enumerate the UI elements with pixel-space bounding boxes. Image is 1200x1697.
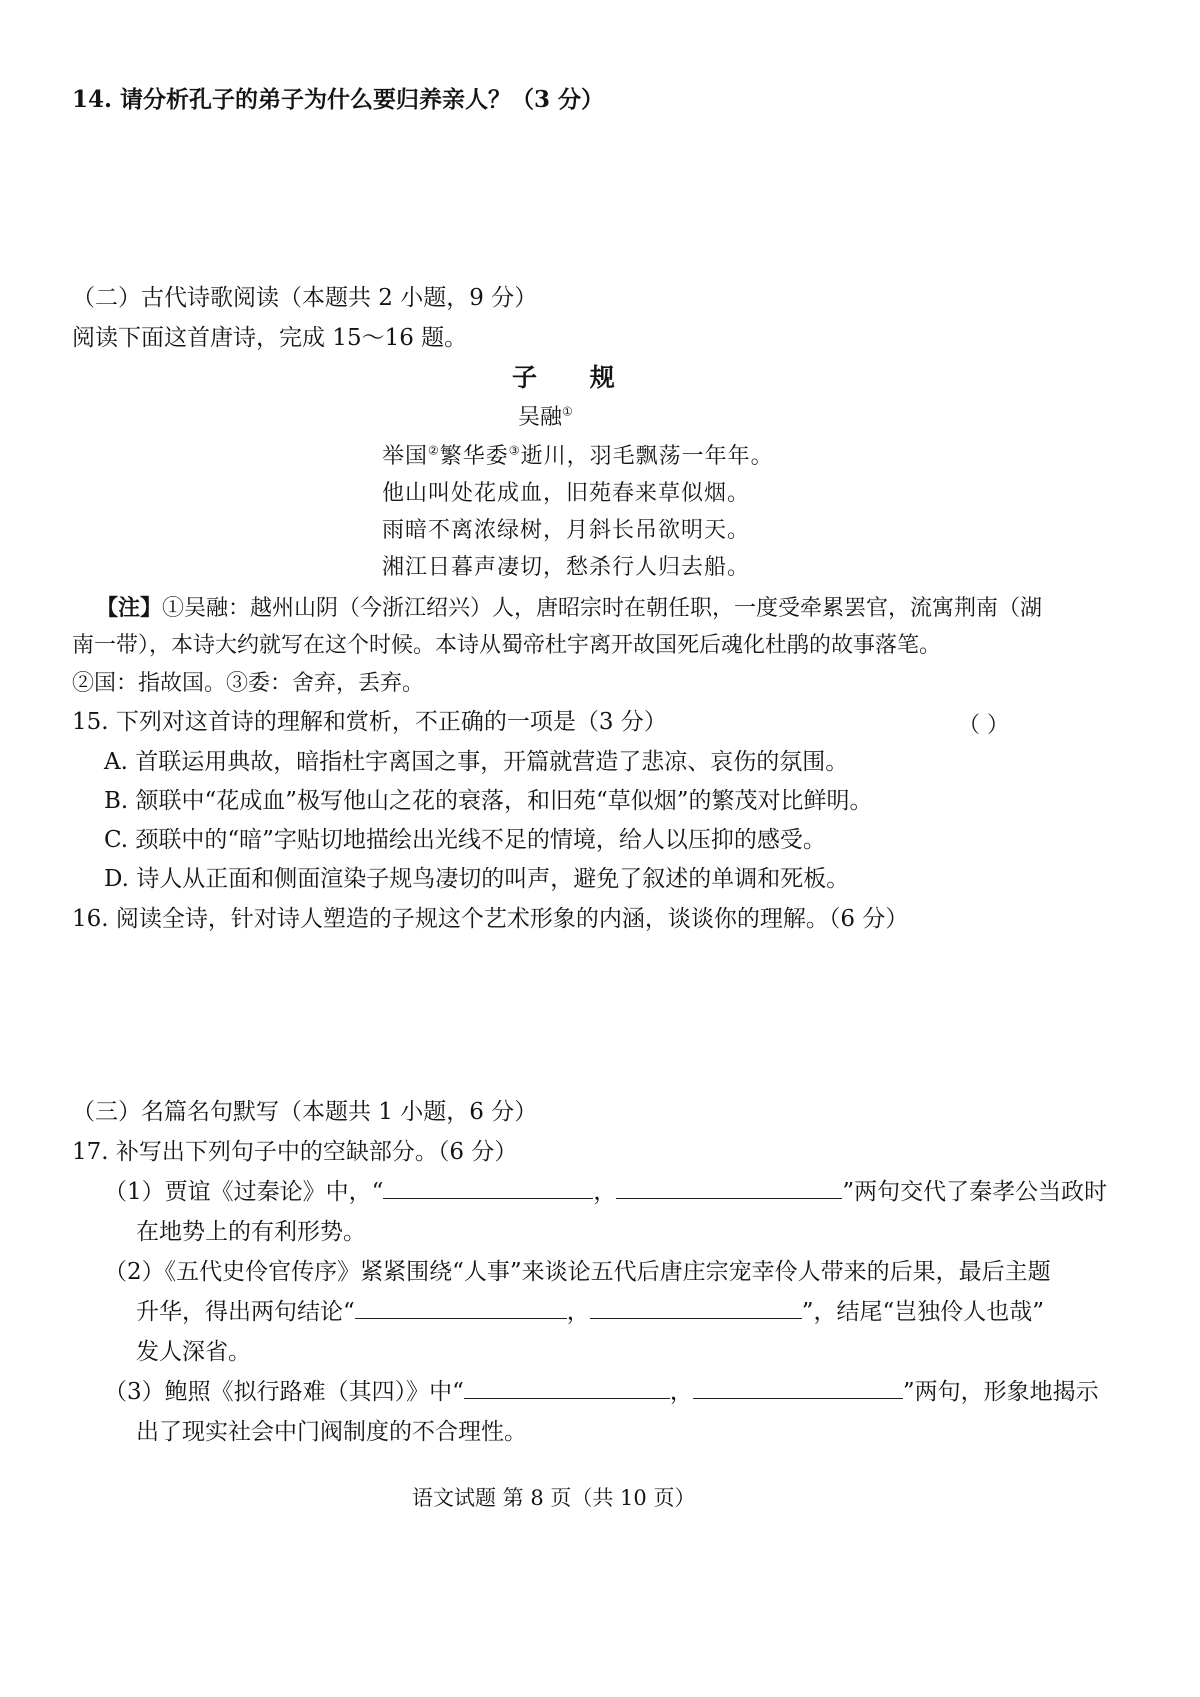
page-footer: 语文试题 第 8 页（共 10 页）	[412, 1486, 696, 1510]
item-1-line-2: 在地势上的有利形势。	[136, 1219, 366, 1245]
section-2-heading: （二）古代诗歌阅读（本题共 2 小题，9 分）	[72, 285, 538, 311]
item-1-line-1: （1）贾谊《过秦论》中，“ ， ”两句交代了秦孝公当政时	[104, 1176, 1107, 1208]
section-2-instruction: 阅读下面这首唐诗，完成 15～16 题。	[72, 325, 468, 351]
item-3-line-1: （3）鲍照《拟行路难（其四）》中“ ， ”两句，形象地揭示	[104, 1376, 1099, 1408]
note-line-2: 南一带），本诗大约就写在这个时候。本诗从蜀帝杜宇离开故国死后魂化杜鹃的故事落笔。	[72, 633, 942, 658]
poem-line-4: 湘江日暮声凄切，愁杀行人归去船。	[382, 555, 751, 580]
option-d: D. 诗人从正面和侧面渲染子规鸟凄切的叫声，避免了叙述的单调和死板。	[104, 866, 850, 892]
fill-blank[interactable]	[355, 1296, 567, 1319]
item-2-line-3: 发人深省。	[136, 1339, 251, 1365]
fill-blank[interactable]	[464, 1376, 670, 1399]
option-b: B. 颔联中“花成血”极写他山之花的衰落，和旧苑“草似烟”的繁茂对比鲜明。	[104, 788, 873, 814]
fill-blank[interactable]	[693, 1376, 903, 1399]
poem-line-3: 雨暗不离浓绿树，月斜长吊欲明天。	[382, 518, 751, 543]
section-3-heading: （三）名篇名句默写（本题共 1 小题，6 分）	[72, 1099, 538, 1125]
question-15: 15. 下列对这首诗的理解和赏析，不正确的一项是（3 分）	[72, 709, 667, 735]
option-c: C. 颈联中的“暗”字贴切地描绘出光线不足的情境，给人以压抑的感受。	[104, 827, 826, 853]
item-2-line-2: 升华，得出两句结论“ ， ”，结尾“岂独伶人也哉”	[136, 1296, 1044, 1328]
fill-blank[interactable]	[590, 1296, 802, 1319]
note-line-1: 【注】①吴融：越州山阴（今浙江绍兴）人，唐昭宗时在朝任职，一度受牵累罢官，流寓荆南（湖	[96, 595, 1043, 621]
item-2-line-1: （2）《五代史伶官传序》紧紧围绕“人事”来谈论五代后唐庄宗宠幸伶人带来的后果，最后主题	[104, 1259, 1051, 1285]
poem-line-2: 他山叫处花成血，旧苑春来草似烟。	[382, 481, 751, 506]
question-14: 14. 请分析孔子的弟子为什么要归养亲人？（3 分）	[72, 86, 605, 113]
option-a: A. 首联运用典故，暗指杜宇离国之事，开篇就营造了悲凉、哀伤的氛围。	[104, 749, 849, 775]
note-line-3: ②国：指故国。③委：舍弃，丢弃。	[72, 671, 425, 696]
poem-author: 吴融①	[518, 404, 573, 430]
answer-parentheses: （ ）	[958, 713, 1009, 738]
fill-blank[interactable]	[383, 1176, 593, 1199]
poem-title: 子 规	[512, 363, 637, 392]
question-17: 17. 补写出下列句子中的空缺部分。（6 分）	[72, 1139, 518, 1165]
fill-blank[interactable]	[616, 1176, 842, 1199]
poem-line-1: 举国②繁华委③逝川，羽毛飘荡一年年。	[382, 443, 774, 469]
question-16: 16. 阅读全诗，针对诗人塑造的子规这个艺术形象的内涵，谈谈你的理解。（6 分）	[72, 906, 909, 932]
item-3-line-2: 出了现实社会中门阀制度的不合理性。	[136, 1419, 527, 1445]
